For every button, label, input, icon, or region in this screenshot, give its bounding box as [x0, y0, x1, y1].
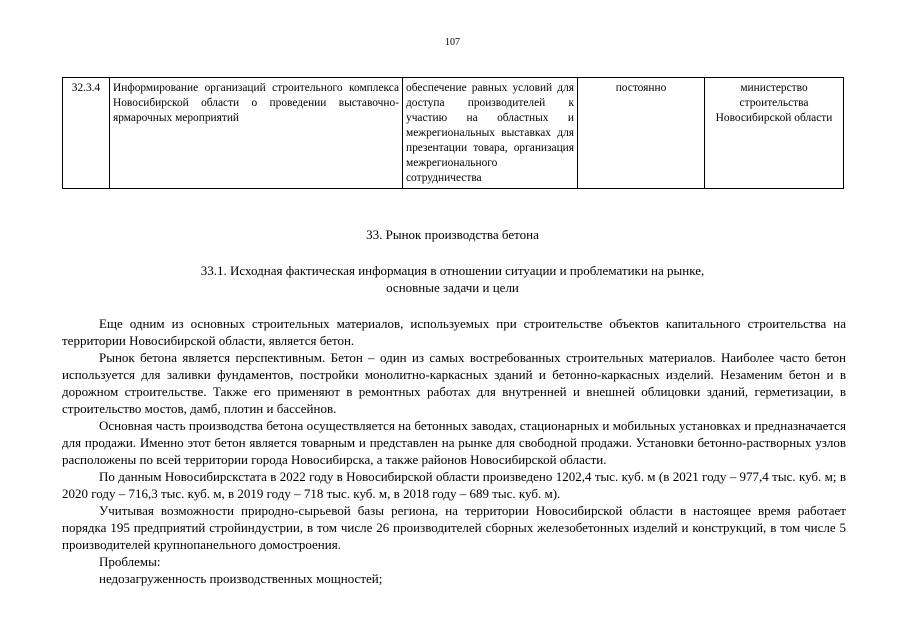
subsection-heading-line2: основные задачи и цели — [386, 280, 519, 295]
subsection-heading-line1: 33.1. Исходная фактическая информация в отношении ситуации и проблематики на рынке, — [200, 263, 705, 278]
body-text — [62, 315, 846, 587]
responsible-cell: министерство строительства Новосибирской области — [705, 78, 844, 189]
page-number: 107 — [445, 37, 460, 48]
measures-table — [62, 77, 844, 189]
section-heading: 33. Рынок производства бетона — [366, 227, 539, 242]
paragraph: Основная часть производства бетона осуществляется на бетонных заводах, стационарных и мобильных установках и предназначается для продажи. Именно этот бетон является товарным и представлен на рынке для свободной продажи. Установки бетонно-растворных узлов расположены по всей территории города Новосибирска, а также районов Новосибирской области. — [62, 418, 846, 467]
result-cell: обеспечение равных условий для доступа производителей к участию на областных и межрегиональных выставках для презентации товара, организация межрегионального сотрудничества — [403, 78, 578, 189]
subsection-heading — [0, 262, 905, 296]
measure-cell: Информирование организаций строительного комплекса Новосибирской области о проведении выставочно-ярмарочных мероприятий — [110, 78, 403, 189]
row-number-cell: 32.3.4 — [63, 78, 110, 189]
term-cell: постоянно — [578, 78, 705, 189]
paragraph: По данным Новосибирскстата в 2022 году в Новосибирской области произведено 1202,4 тыс. куб. м (в 2021 году – 977,4 тыс. куб. м; в 2020 году – 716,3 тыс. куб. м, в 2019 году – 718 тыс. куб. м, в 2018 году – 689 тыс. куб. м). — [62, 469, 846, 501]
problems-label: Проблемы: — [99, 554, 161, 569]
paragraph: Учитывая возможности природно-сырьевой базы региона, на территории Новосибирской области в настоящее время работает порядка 195 предприятий стройиндустрии, в том числе 26 производителей сборных железобетонных изделий и конструкций, в том числе 5 производителей крупнопанельного домостроения. — [62, 503, 846, 552]
paragraph: Еще одним из основных строительных материалов, используемых при строительстве объектов капитального строительства на территории Новосибирской области, является бетон. — [62, 316, 846, 348]
paragraph: Рынок бетона является перспективным. Бетон – один из самых востребованных строительных материалов. Наиболее часто бетон используется для заливки фундаментов, постройки монолитно-каркасных зданий и бетонно-каркасных изделий. Незаменим бетон и в дорожном строительстве. Также его применяют в ремонтных работах для внутренней и внешней облицовки зданий, герметизации, в строительство мостов, дамб, плотин и бассейнов. — [62, 350, 846, 416]
table-row — [63, 78, 844, 189]
problem-item: недозагруженность производственных мощностей; — [99, 571, 383, 586]
